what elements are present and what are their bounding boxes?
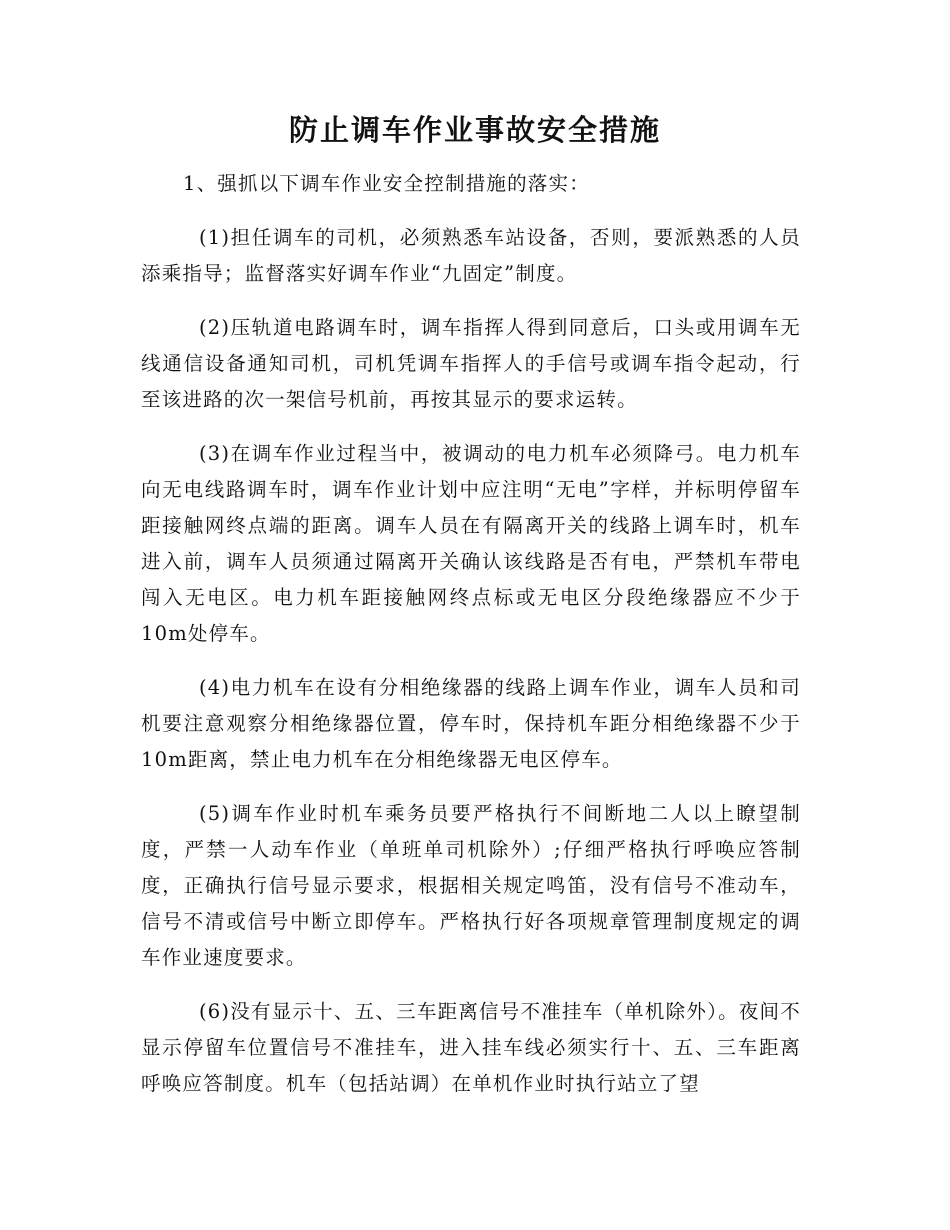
page-title: 防止调车作业事故安全措施 [288, 113, 661, 147]
document-body [141, 166, 801, 1120]
paragraph-6: (6)没有显示十、五、三车距离信号不准挂车（单机除外）。夜间不显示停留车位置信号不准挂车，进入挂车线必须实行十、五、三车距离呼唤应答制度。机车（包括站调）在单机作业时执行站立了望 [141, 1000, 801, 1095]
paragraph-5: (5)调车作业时机车乘务员要严格执行不间断地二人以上瞭望制度，严禁一人动车作业（单班单司机除外）;仔细严格执行呼唤应答制度，正确执行信号显示要求，根据相关规定鸣笛，没有信号不准动车，信号不清或信号中断立即停车。严格执行好各项规章管理制度规定的调车作业速度要求。 [141, 802, 801, 969]
paragraph-1: (1)担任调车的司机，必须熟悉车站设备，否则，要派熟悉的人员添乘指导；监督落实好调车作业“九固定”制度。 [141, 226, 801, 285]
section-heading: 1、强抓以下调车作业安全控制措施的落实： [183, 172, 590, 195]
paragraph-2: (2)压轨道电路调车时，调车指挥人得到同意后，口头或用调车无线通信设备通知司机，司机凭调车指挥人的手信号或调车指令起动，行至该进路的次一架信号机前，再按其显示的要求运转。 [141, 316, 801, 411]
paragraph-4: (4)电力机车在设有分相绝缘器的线路上调车作业，调车人员和司机要注意观察分相绝缘器位置，停车时，保持机车距分相绝缘器不少于10m距离，禁止电力机车在分相绝缘器无电区停车。 [141, 676, 801, 771]
paragraph-3: (3)在调车作业过程当中，被调动的电力机车必须降弓。电力机车向无电线路调车时，调车作业计划中应注明“无电”字样，并标明停留车距接触网终点端的距离。调车人员在有隔离开关的线路上调车时，机车进入前，调车人员须通过隔离开关确认该线路是否有电，严禁机车带电闯入无电区。电力机车距接触网终点标或无电区分段绝缘器应不少于10m处停车。 [141, 442, 801, 645]
